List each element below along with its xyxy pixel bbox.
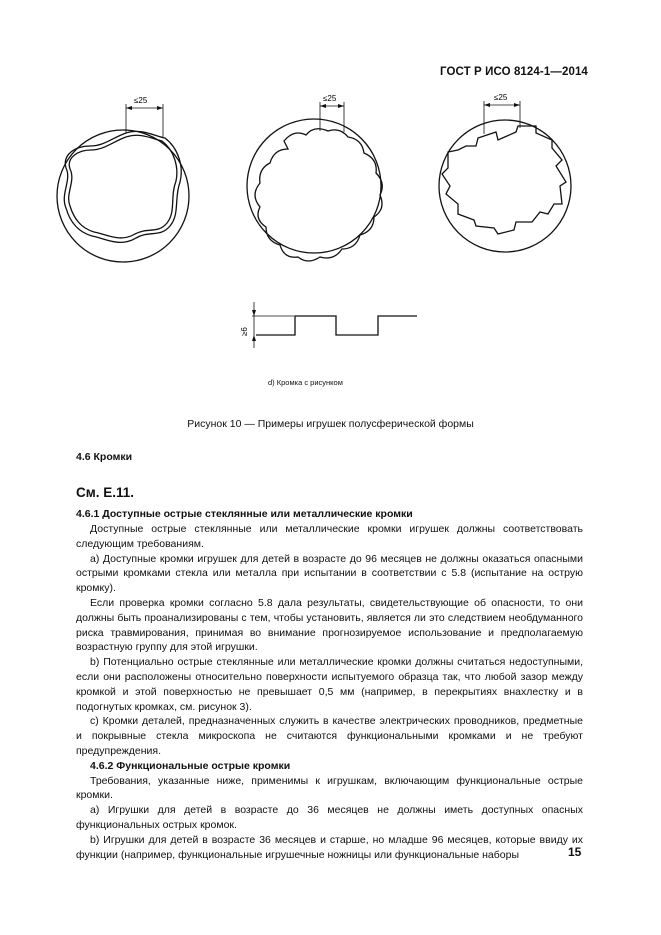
figure-drawings	[0, 0, 661, 380]
figure-subcaption: d) Кромка с рисунком	[268, 378, 343, 387]
dim-label-2: ≤25	[323, 94, 337, 103]
section-4-6-1-body	[76, 522, 583, 862]
section-title-4-6: 4.6 Кромки	[76, 451, 133, 463]
paragraph: Требования, указанные ниже, применимы к игрушкам, включающим функциональные острые кромки.	[76, 774, 583, 802]
dim-label-side: ≥6	[240, 327, 249, 336]
paragraph: b) Потенциально острые стеклянные или металлические кромки должны считаться недоступными, если они расположены относительно поверхности испытуемого образца так, что любой зазор между кромкой и этой поверхностью не превышает 0,5 мм (например, в перекрытиях внахлестку и в подогнутых кромках, см. рисунок 3).	[76, 656, 583, 713]
dim-label-1: ≤25	[134, 96, 148, 105]
paragraph: a) Доступные кромки игрушек для детей в возрасте до 96 месяцев не должны оказаться опасными острыми кромками стекла или металла при испытании в соответствии с 5.8 (испытание на острую кромку).	[76, 552, 583, 595]
scalloped-edge-2	[255, 129, 382, 261]
stepped-edge-3	[442, 126, 566, 234]
paragraph: b) Игрушки для детей в возрасте 36 месяцев и старше, но младше 96 месяцев, которые ввиду их функции (например, функциональные игрушечные ножницы или функциональные наборы	[76, 833, 583, 861]
paragraph: c) Кромки деталей, предназначенных служить в качестве электрических проводников, предметные и покрывные стекла микроскопа не считаются функциональными кромками и не требуют предупреждения.	[76, 715, 583, 757]
dim-label-3: ≤25	[494, 93, 508, 102]
page-number: 15	[568, 845, 582, 859]
see-reference: См. Е.11.	[76, 485, 135, 500]
paragraph: Доступные острые стеклянные или металлические кромки игрушек должны соответствовать следующим требованиям.	[76, 523, 583, 550]
section-title-4-6-2: 4.6.2 Функциональные острые кромки	[90, 759, 291, 772]
wavy-edge-1-inner	[69, 135, 177, 238]
step-profile	[256, 316, 417, 335]
paragraph: a) Игрушки для детей в возрасте до 36 месяцев не должны иметь доступных опасных функциональных острых кромок.	[76, 804, 583, 831]
document-header: ГОСТ Р ИСО 8124-1—2014	[440, 66, 588, 78]
section-title-4-6-1: 4.6.1 Доступные острые стеклянные или металлические кромки	[76, 508, 413, 520]
paragraph: Если проверка кромки согласно 5.8 дала результаты, свидетельствующие об опасности, то они должны быть проанализированы с тем, чтобы установить, является ли это следствием необдуманного риска травмирования, принимая во внимание прогнозируемое использование и предполагаемую возрастную группу для этой игрушки.	[76, 596, 583, 654]
figure-caption: Рисунок 10 — Примеры игрушек полусферической формы	[187, 418, 474, 430]
